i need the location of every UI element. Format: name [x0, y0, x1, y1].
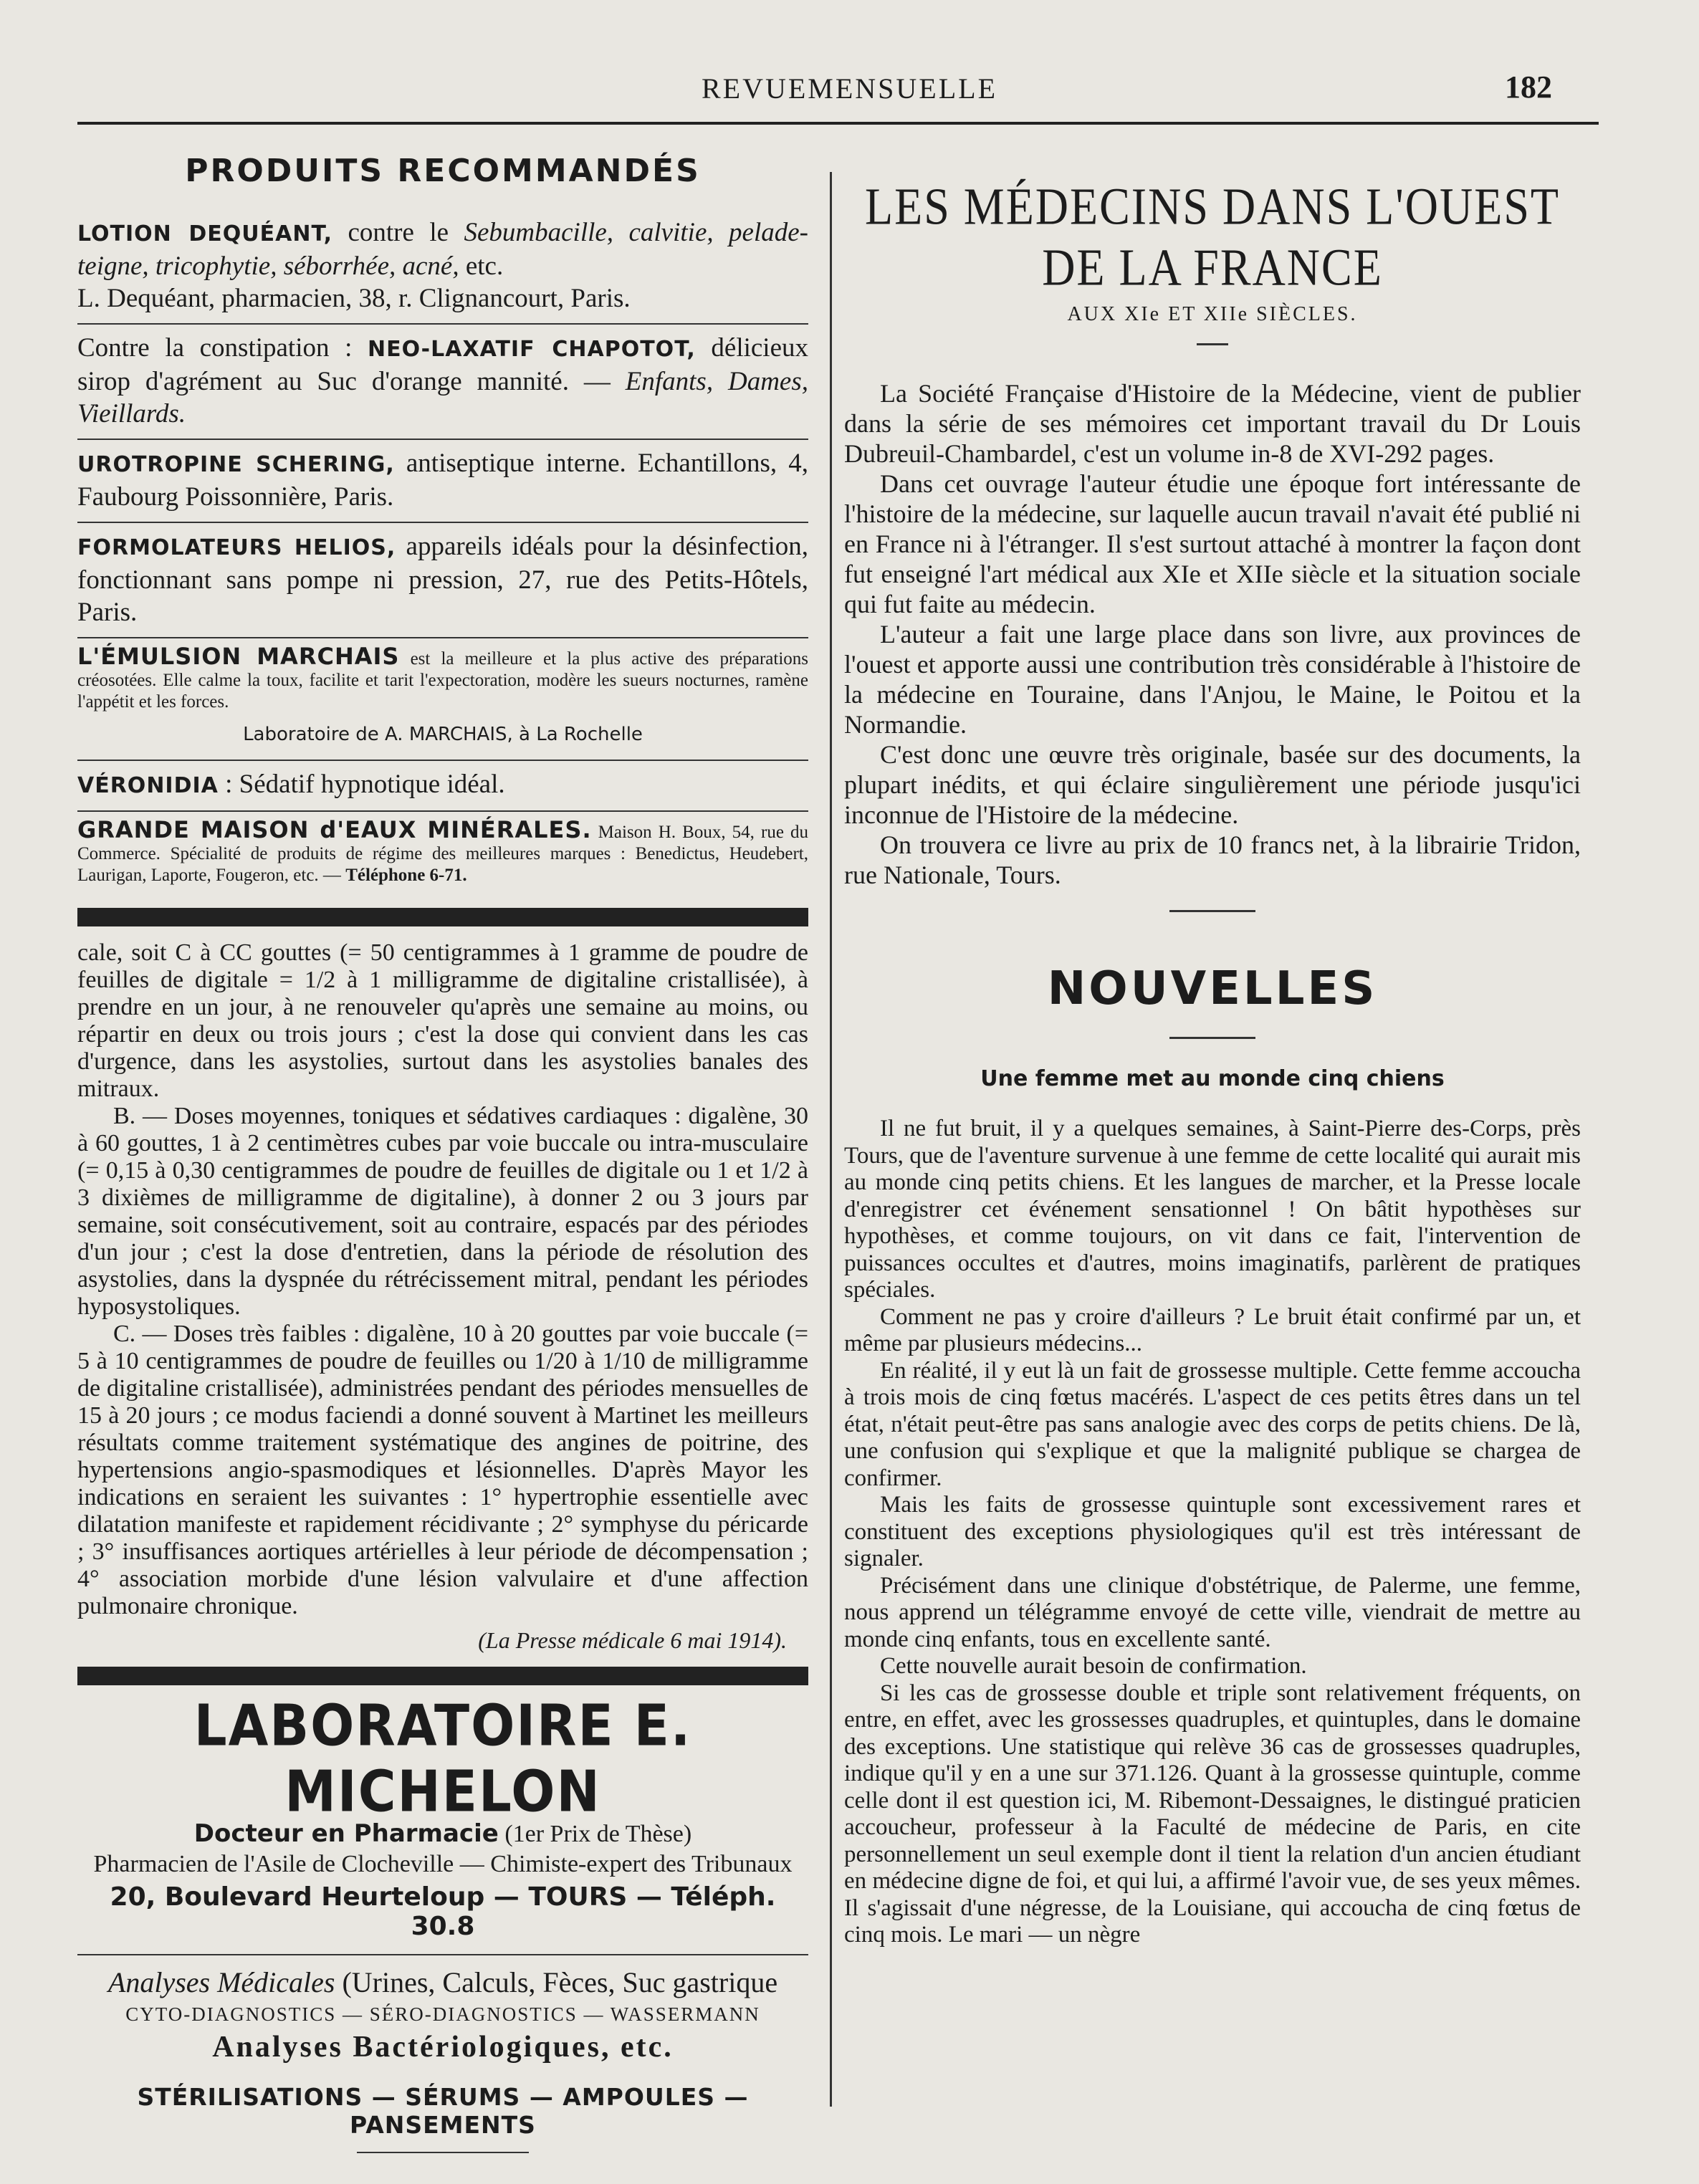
news-item-title: Une femme met au monde cinq chiens	[980, 1066, 1445, 1091]
ad-formolateurs	[77, 523, 808, 638]
ad-text: Maison H. Boux, 54, rue du Commerce. Spécialité de produits de régime des meilleures marques : Benedictus, Heudebert, Laurigan, Laporte, Fougeron, etc. —	[77, 823, 808, 885]
ad-text: appareils idéals pour la désinfection, fonctionnant sans pompe ni pression, 27, rue des Petits-Hôtels, Paris.	[77, 532, 808, 627]
news-heading: NOUVELLES	[1047, 962, 1378, 1015]
lab-services: STÉRILISATIONS — SÉRUMS — AMPOULES — PANSEMENTS	[137, 2083, 749, 2139]
ad-italic: Enfants, Dames, Vieillards.	[77, 367, 808, 428]
news-paragraph: Si les cas de grossesse double et triple sont relativement fréquents, on entre, en effet, avec les grossesses quadruples, et quintuples, dans le domaine des exceptions. Une statistique qui relève 36 cas de grossesses quadruples, indique qu'il y en a une sur 371.126. Quant à la grossesse quintuple, comme celle dont il est question ici, M. Ribemont-Dessaignes, le distingué praticien accoucheur, professeur à la Faculté de médecine de Paris, en cite personnellement un seul exemple dont il tient la relation d'un ancien étudiant en médecine digne de foi, et qui lui, a affirmé l'avoir vue, de ses yeux mêmes. Il s'agissait d'une négresse, de la Louisiane, qui accoucha de cinq fœtus de cinq mois. Le mari — un nègre	[844, 1680, 1581, 1948]
ad-italic: Sebumbacille, calvitie, pelade-teigne, tricophytie, séborrhée, acné,	[77, 218, 808, 281]
review-paragraph: Dans cet ouvrage l'auteur étudie une époque fort intéressante de l'histoire de la médecine, sur laquelle aucun travail n'avait été publié ni en France ni à l'étranger. Il s'est surtout attaché à montrer la façon dont fut enseigné l'art médical aux XIe et XIIe siècle et la situation sociale qui fut faite au médecin.	[844, 469, 1581, 618]
news-paragraph: Il ne fut bruit, il y a quelques semaines, à Saint-Pierre des-Corps, près Tours, que de l'aventure survenue à une femme de cette localité qui aurait mis au monde cinq petits chiens. Et les langues de marcher, et la Presse locale d'enregistrer cet événement sensationnel ! On bâtit hypothèses sur hypothèses, et comme toujours, on vit dans ce fait, l'intervention de puissances occultes et d'autres, moins imaginatifs, parlèrent de pratiques spéciales.	[844, 1116, 1581, 1303]
ad-brand: L'ÉMULSION MARCHAIS	[77, 643, 400, 670]
ad-eaux-minerales	[77, 812, 808, 895]
page-number: 182	[1505, 70, 1552, 105]
ad-text: antiseptique interne. Echantillons, 4, Faubourg Poissonnière, Paris.	[77, 449, 808, 512]
ad-address: L. Dequéant, pharmacien, 38, r. Clignancourt, Paris.	[77, 284, 631, 313]
ad-text: : Sédatif hypnotique idéal.	[218, 770, 505, 799]
left-column	[77, 147, 808, 2153]
review-paragraph: L'auteur a fait une large place dans son livre, aux provinces de l'ouest et apporte aussi une contribution très considérable à l'histoire de la médecine en Touraine, dans l'Anjou, le Maine, le Poitou et la Normandie.	[844, 620, 1581, 739]
lab-analyses-italic: Analyses Médicales	[107, 1966, 335, 1998]
lab-bacteriology: Analyses Bactériologiques, etc.	[212, 2031, 674, 2064]
short-rule	[1197, 343, 1228, 345]
ad-brand: VÉRONIDIA	[77, 773, 219, 798]
article-citation: (La Presse médicale 6 mai 1914).	[478, 1627, 787, 1653]
lab-degree-note: (1er Prix de Thèse)	[498, 1821, 692, 1847]
lab-title: LABORATOIRE E. MICHELON	[193, 1692, 692, 1825]
running-header-title: REVUEMENSUELLE	[701, 72, 998, 105]
news-paragraph: Mais les faits de grossesse quintuple sont excessivement rares et constituent des exceptions physiologiques qu'il est très intéressant de signaler.	[844, 1492, 1581, 1571]
ad-lotion-dequeant	[77, 209, 808, 325]
ad-text: Contre la constipation :	[77, 333, 368, 363]
news-paragraph: Comment ne pas y croire d'ailleurs ? Le bruit était confirmé par un, et même par plusieurs médecins...	[844, 1303, 1581, 1356]
column-divider	[830, 172, 832, 2107]
ad-veronidia	[77, 761, 808, 812]
black-divider-bar	[77, 1667, 808, 1685]
article-title: LES MÉDECINS DANS L'OUEST DE LA FRANCE	[865, 177, 1560, 297]
black-divider-bar	[77, 908, 808, 926]
ad-text: etc.	[459, 252, 504, 281]
products-heading: PRODUITS RECOMMANDÉS	[185, 153, 701, 189]
news-body	[844, 1116, 1581, 1949]
lab-analyses-rest: (Urines, Calculs, Fèces, Suc gastrique	[335, 1966, 778, 1998]
news-paragraph: En réalité, il y eut là un fait de grossesse multiple. Cette femme accoucha à trois mois de cinq fœtus macérés. L'aspect de ces petits êtres dans un tel état, n'était peut-être pas sans analogie avec des corps de petits chiens. De là, une confusion qui s'explique et que la malignité publique se chargea de confirmer.	[844, 1357, 1581, 1491]
ad-text: est la meilleure et la plus active des préparations créosotées. Elle calme la toux, facilite et tarit l'expectoration, modère les sueurs nocturnes, ramène l'appétit et les forces.	[77, 649, 808, 712]
ad-lab-line: Laboratoire de A. MARCHAIS, à La Rochelle	[243, 724, 643, 745]
review-paragraph: On trouvera ce livre au prix de 10 francs net, à la librairie Tridon, rue Nationale, Tours.	[844, 830, 1581, 889]
news-rule	[1169, 1037, 1255, 1039]
section-rule	[1169, 910, 1255, 912]
lab-degree: Docteur en Pharmacie	[193, 1819, 499, 1848]
ad-brand: FORMOLATEURS HELIOS,	[77, 535, 396, 560]
news-paragraph: Précisément dans une clinique d'obstétrique, de Palerme, une femme, nous apprend un télégramme envoyé de cette ville, viendrait de mettre au monde cinq enfants, tous en excellente santé.	[844, 1572, 1581, 1652]
article-subtitle: AUX XIe ET XIIe SIÈCLES.	[1067, 303, 1358, 325]
ad-brand: GRANDE MAISON d'EAUX MINÉRALES.	[77, 816, 592, 843]
ad-brand: LOTION DEQUÉANT,	[77, 221, 333, 246]
lab-end-rule	[357, 2152, 529, 2153]
header-rule	[77, 122, 1599, 125]
ad-emulsion-marchais	[77, 638, 808, 761]
ad-text: contre le	[332, 218, 464, 247]
review-paragraph: La Société Française d'Histoire de la Médecine, vient de publier dans la série de ses mémoires cet important travail du Dr Louis Dubreuil-Chambardel, c'est un volume in-8 de XVI-292 pages.	[844, 379, 1581, 468]
lab-pharmacist: Pharmacien de l'Asile de Clocheville — Chimiste-expert des Tribunaux	[93, 1851, 793, 1877]
ad-urotropine	[77, 440, 808, 523]
review-paragraph: C'est donc une œuvre très originale, basée sur des documents, la plupart inédits, et qui éclaire singulièrement une période jusqu'ici inconnue de l'Histoire de la médecine.	[844, 740, 1581, 829]
ad-phone: Téléphone 6-71.	[345, 866, 467, 885]
article-paragraph: C. — Doses très faibles : digalène, 10 à 20 gouttes par voie buccale (= 5 à 10 centigrammes de poudre de feuilles ou 1/20 à 1/10 de milligramme de digitaline cristallisée), administrées pendant des périodes mensuelles de 15 à 20 jours ; ce modus faciendi a donné souvent à Martinet les meilleurs résultats comme traitement systématique des angines de poitrine, des hypertensions angio-spasmodiques et lésionnelles. D'après Mayor les indications en seraient les suivantes : 1° hypertrophie essentielle avec dilatation manifeste et rapidement récidivante ; 2° symphyse du péricarde ; 3° insuffisances aortiques artérielles à leur période de décompensation ; 4° association morbide d'une lésion valvulaire et d'une affection pulmonaire chronique.	[77, 1321, 808, 1619]
ad-brand: NEO-LAXATIF CHAPOTOT,	[368, 337, 696, 362]
article-continuation	[77, 939, 808, 1620]
article-paragraph: B. — Doses moyennes, toniques et sédatives cardiaques : digalène, 30 à 60 gouttes, 1 à 2 centimètres cubes par voie buccale ou intra-musculaire (= 0,15 à 0,30 centigrammes de poudre de feuilles de digitale ou 1 et 1/2 à 3 dixièmes de milligramme de digitaline), à donner 2 ou 3 jours par semaine, soit consécutivement, soit au contraire, espacés par des périodes d'un jour ; c'est la dose d'entretien, dans la période de résolution des asystolies, dans la dyspnée du rétrécissement mitral, pendant les périodes hyposystoliques.	[77, 1103, 808, 1320]
ad-text: délicieux sirop d'agrément au Suc d'orange mannité. —	[77, 333, 808, 396]
lab-analyses	[77, 1965, 808, 1999]
lab-address: 20, Boulevard Heurteloup — TOURS — Téléph. 30.8	[77, 1882, 808, 1955]
article-paragraph: cale, soit C à CC gouttes (= 50 centigrammes à 1 gramme de poudre de feuilles de digitale = 1/2 à 1 milligramme de digitaline cristallisée), à prendre en un jour, à ne renouveler qu'après une semaine au moins, ou répartir en deux ou trois jours ; c'est la dose qui convient dans les cas d'urgence, dans les asystolies, surtout dans les asystolies banales des mitraux.	[77, 939, 808, 1102]
book-review	[844, 378, 1581, 890]
ad-brand: UROTROPINE SCHERING,	[77, 452, 395, 477]
lab-diagnostics: CYTO-DIAGNOSTICS — SÉRO-DIAGNOSTICS — WASSERMANN	[125, 2003, 760, 2025]
ad-neo-laxatif	[77, 325, 808, 440]
news-paragraph: Cette nouvelle aurait besoin de confirmation.	[880, 1653, 1307, 1679]
laboratory-ad	[77, 1692, 808, 2153]
right-column	[844, 147, 1581, 1949]
